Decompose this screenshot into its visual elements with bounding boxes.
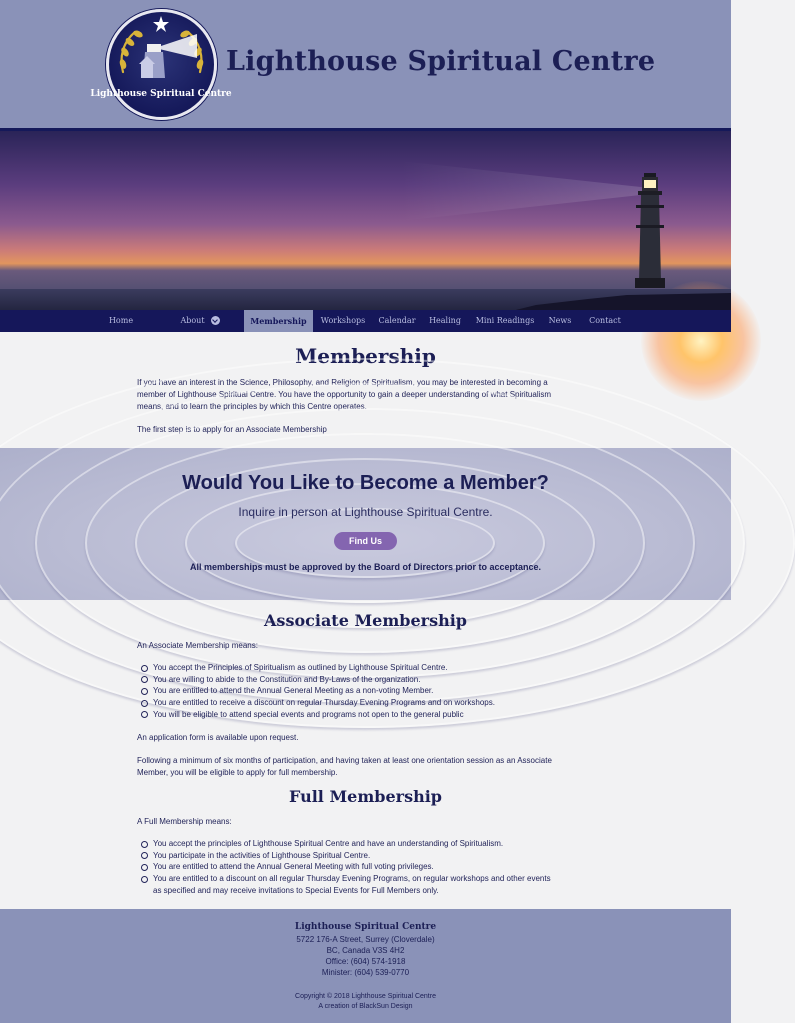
footer-office[interactable]: Office: (604) 574-1918 (325, 957, 406, 966)
associate-list (141, 662, 495, 721)
site-title[interactable]: Lighthouse Spiritual Centre (226, 46, 656, 77)
intro-line-1: If you have an interest in the Science, Philosophy, and Religion of Spiritualism, you may be interested in becoming a (137, 378, 548, 387)
logo-text: Lighthouse Spiritual Centre (90, 89, 232, 99)
footer-credit[interactable]: A creation of BlackSun Design (318, 1003, 413, 1010)
following-line-2: Member, you will be eligible to apply for full membership. (137, 768, 338, 777)
first-step-text: The first step is to apply for an Associate Membership (137, 425, 327, 434)
list-item: You are entitled to receive a discount on regular Thursday Evening Programs and on workshops. (141, 697, 495, 709)
hero-banner (0, 128, 731, 310)
lighthouse-logo-icon (90, 12, 232, 117)
associate-title: Associate Membership (264, 611, 467, 630)
nav-home[interactable]: Home (108, 316, 134, 325)
list-item: You are entitled to attend the Annual General Meeting with full voting privileges. (141, 861, 551, 873)
cta-subtitle: Inquire in person at Lighthouse Spiritual Centre. (238, 505, 493, 519)
application-text: An application form is available upon request. (137, 733, 299, 742)
full-means: A Full Membership means: (137, 817, 232, 826)
full-title: Full Membership (289, 787, 442, 806)
chevron-down-icon[interactable] (211, 316, 220, 325)
following-line-1: Following a minimum of six months of participation, and having taken at least one orientation session as an Associate (137, 756, 552, 765)
list-item: You participate in the activities of Lighthouse Spiritual Centre. (141, 850, 551, 862)
footer-address-1: 5722 176-A Street, Surrey (Cloverdale) (296, 935, 435, 944)
footer-name: Lighthouse Spiritual Centre (294, 922, 437, 932)
list-item: You accept the principles of Lighthouse Spiritual Centre and have an understanding of Spiritualism. (141, 838, 551, 850)
cta-title: Would You Like to Become a Member? (182, 472, 549, 494)
lighthouse-tower-icon (630, 173, 670, 293)
list-item: You are willing to abide to the Constitution and By-Laws of the organization. (141, 674, 495, 686)
nav-membership[interactable]: Membership (244, 310, 313, 332)
nav-mini-readings[interactable]: Mini Readings (475, 316, 535, 325)
site-header (0, 0, 731, 128)
light-beam (400, 161, 650, 221)
full-item-4-cont: as specified and may receive invitations to Special Events for Full Members only. (153, 886, 439, 895)
site-footer (0, 909, 731, 1023)
list-item: You accept the Principles of Spiritualism as outlined by Lighthouse Spiritual Centre. (141, 662, 495, 674)
footer-minister[interactable]: Minister: (604) 539-0770 (321, 968, 410, 977)
list-item: You will be eligible to attend special events and programs not open to the general public (141, 709, 495, 721)
nav-calendar[interactable]: Calendar (378, 316, 416, 325)
cta-note: All memberships must be approved by the Board of Directors prior to acceptance. (189, 562, 542, 572)
nav-healing[interactable]: Healing (429, 316, 461, 325)
nav-about[interactable] (170, 310, 230, 332)
footer-address-2: BC, Canada V3S 4H2 (326, 946, 405, 955)
list-item: You are entitled to attend the Annual General Meeting as a non-voting Member. (141, 685, 495, 697)
footer-copyright: Copyright © 2018 Lighthouse Spiritual Centre (295, 993, 436, 1000)
intro-line-3: means, and to learn the principles by which this Centre operates. (137, 402, 367, 411)
cta-banner (0, 448, 731, 600)
nav-workshops[interactable]: Workshops (320, 316, 366, 325)
intro-line-2: member of Lighthouse Spiritual Centre. You have the opportunity to gain a deeper understanding of what Spiritualism (137, 390, 552, 399)
nav-about-label: About (180, 316, 205, 325)
full-list (141, 838, 551, 885)
list-item: You are entitled to a discount on all regular Thursday Evening Programs, on regular workshops and other events (141, 873, 551, 885)
page-title: Membership (295, 344, 436, 368)
main-nav (0, 310, 731, 332)
nav-contact[interactable]: Contact (589, 316, 621, 325)
site-logo[interactable] (90, 9, 232, 120)
associate-means: An Associate Membership means: (137, 641, 258, 650)
nav-news[interactable]: News (548, 316, 572, 325)
find-us-button[interactable]: Find Us (334, 532, 397, 550)
